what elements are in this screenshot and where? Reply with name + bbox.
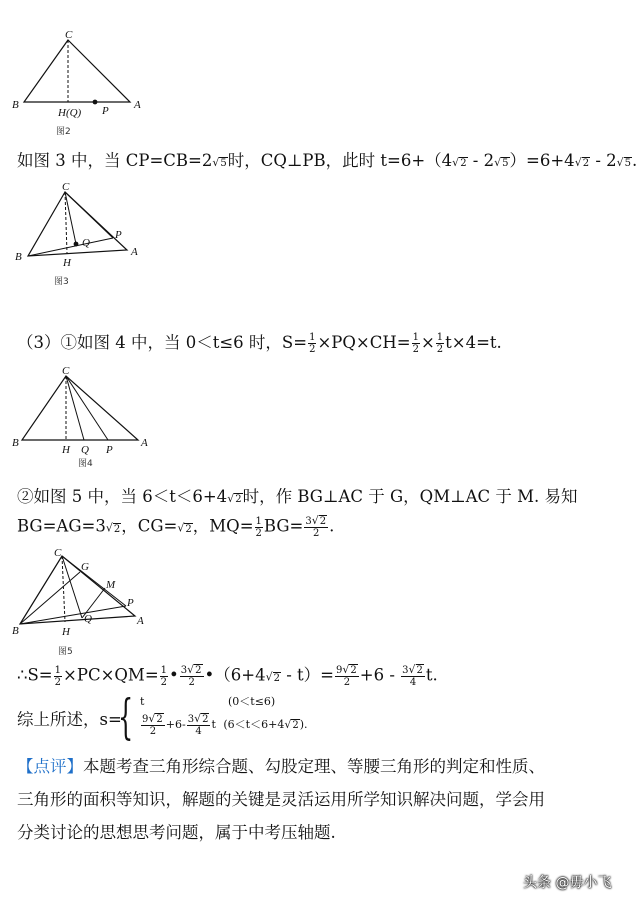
case-1-expr: t	[140, 695, 145, 708]
review-tag: 【点评】	[17, 757, 83, 776]
figure-3	[10, 180, 150, 290]
fig3-label-p: P	[115, 229, 122, 241]
fig5-caption: 图5	[58, 647, 73, 657]
fig5-label-h: H	[62, 626, 70, 638]
fig4-label-h: H	[62, 444, 70, 456]
fig5-label-a: A	[137, 615, 144, 627]
fig5-label-m: M	[106, 579, 116, 591]
review-line-3: 分类讨论的思想思考问题，属于中考压轴题.	[17, 823, 336, 842]
fig2-label-hq: H(Q)	[58, 107, 82, 119]
case-2-cond: (6＜t＜6+4√2)	[223, 718, 305, 731]
text-line-1: 如图 3 中，当 CP=CB=2√5时，CQ⊥PB，此时 t=6+（4√2 - 2√5）=6+4√2 - 2√5.	[17, 151, 638, 170]
fig3-label-c: C	[62, 181, 70, 193]
fig2-caption: 图2	[56, 127, 71, 137]
case-1-cond: (0＜t≤6)	[228, 695, 276, 708]
figure-2	[10, 28, 150, 138]
fig3-label-b: B	[15, 251, 22, 263]
fig4-label-p: P	[106, 444, 113, 456]
review-line-1: 【点评】本题考查三角形综合题、勾股定理、等腰三角形的判定和性质、	[17, 757, 545, 776]
fig4-label-c: C	[62, 365, 70, 377]
fig5-label-g: G	[81, 561, 89, 573]
fig5-label-p: P	[127, 597, 134, 609]
fig3-label-h: H	[63, 257, 71, 269]
text-line-3: ②如图 5 中，当 6＜t＜6+4√2时，作 BG⊥AC 于 G，QM⊥AC 于 M. 易知	[17, 487, 578, 506]
watermark: 头条 @毋小飞	[523, 875, 612, 891]
text-line-4: BG=AG=3√2，CG=√2，MQ= $\frac{1}{2}$ BG= $\frac{3√2}{2}$ .	[17, 514, 335, 539]
fig2-label-b: B	[12, 99, 19, 111]
figure-5	[10, 546, 155, 661]
fig5-label-b: B	[12, 625, 19, 637]
fig2-label-p: P	[102, 105, 109, 117]
fig3-label-q: Q	[82, 237, 90, 249]
text-line-6: 综上所述，s=	[17, 710, 122, 729]
figure-4	[10, 366, 155, 476]
fig3-label-a: A	[131, 246, 138, 258]
fig2-label-c: C	[65, 29, 73, 41]
text-line-2: （3）①如图 4 中，当 0＜t≤6 时，S= $\frac{1}{2}$ ×PQ×CH= $\frac{1}{2}$ × $\frac{1}{2}$ t×4=t.	[17, 332, 502, 355]
fig5-label-q: Q	[84, 613, 92, 625]
fig2-label-a: A	[134, 99, 141, 111]
review-line-2: 三角形的面积等知识，解题的关键是灵活运用所学知识解决问题，学会用	[17, 790, 545, 809]
text-line-5: ∴S= $\frac{1}{2}$ ×PC×QM= $\frac{1}{2}$ • $\frac{3√2}{2}$ •（6+4√2 - t）= $\frac{9√2}{2}$ +6 - $\frac{3√2}{4}$ t.	[17, 663, 438, 688]
fig5-label-c: C	[54, 547, 62, 559]
fig3-caption: 图3	[54, 277, 69, 287]
fig4-label-q: Q	[81, 444, 89, 456]
fig4-label-a: A	[141, 437, 148, 449]
fig4-label-b: B	[12, 437, 19, 449]
brace: {	[118, 689, 134, 745]
fig4-caption: 图4	[78, 459, 93, 469]
